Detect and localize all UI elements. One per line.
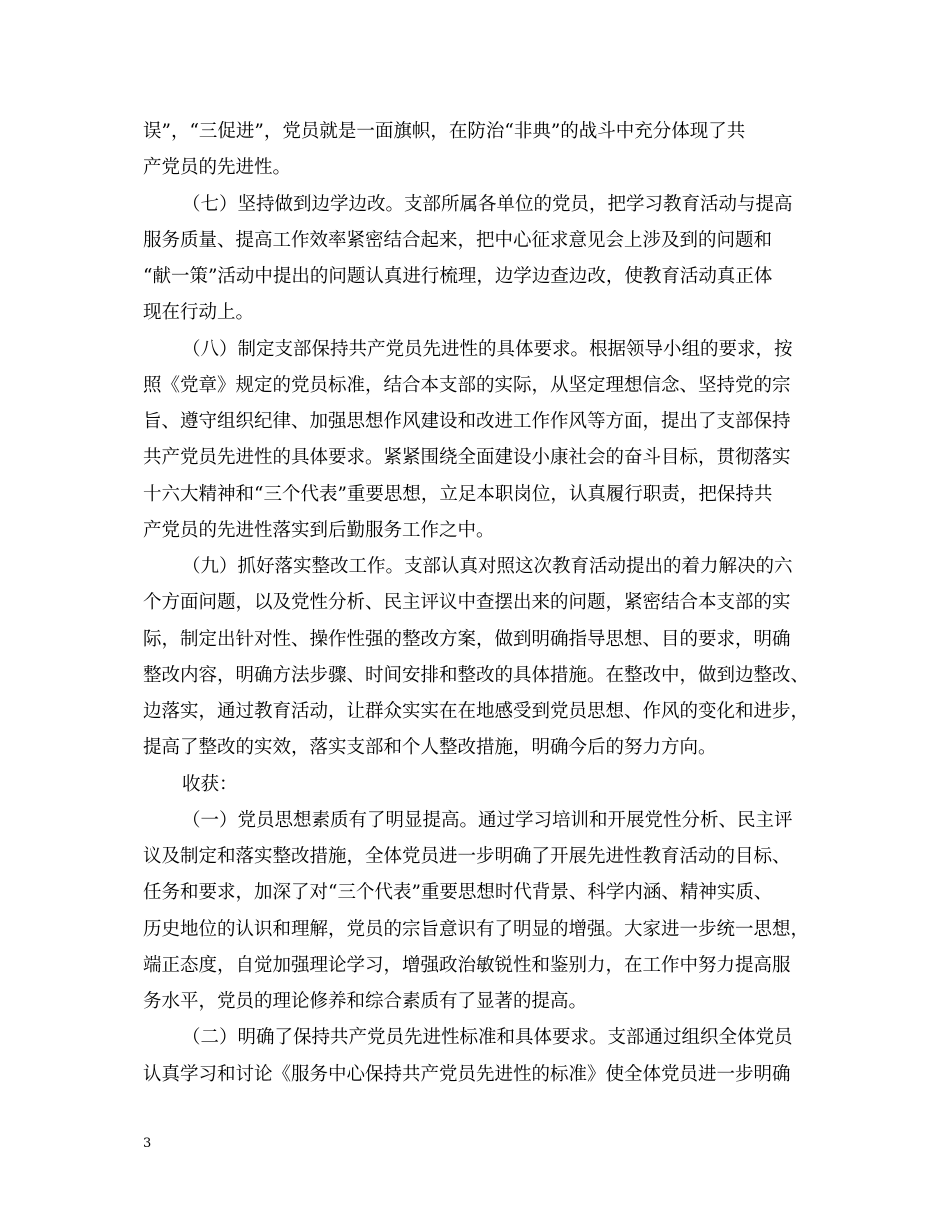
- harvest-2-first-line: （二）明确了保持共产党员先进性标准和具体要求。支部通过组织全体党员: [182, 1027, 793, 1048]
- body-line: 服务质量、提高工作效率紧密结合起来，把中心征求意见会上涉及到的问题和: [143, 230, 773, 251]
- body-line: 共产党员先进性的具体要求。紧紧围绕全面建设小康社会的奋斗目标，贯彻落实: [143, 447, 791, 468]
- body-line: 端正态度，自觉加强理论学习，增强政治敏锐性和鉴别力，在工作中努力提高服: [143, 955, 791, 976]
- body-line: 整改内容，明确方法步骤、时间安排和整改的具体措施。在整改中，做到边整改、: [143, 665, 810, 686]
- body-line: 产党员的先进性落实到后勤服务工作之中。: [143, 520, 495, 541]
- body-line: 旨、遵守组织纪律、加强思想作风建设和改进工作作风等方面，提出了支部保持: [143, 411, 791, 432]
- body-line: 十六大精神和“三个代表”重要思想，立足本职岗位，认真履行职责，把保持共: [143, 484, 773, 505]
- body-line: 边落实，通过教育活动，让群众实实在在地感受到党员思想、作风的变化和进步，: [143, 701, 810, 722]
- body-line: 认真学习和讨论《服务中心保持共产党员先进性的标准》使全体党员进一步明确: [143, 1064, 791, 1085]
- body-line: 个方面问题，以及党性分析、民主评议中查摆出来的问题，紧密结合本支部的实: [143, 592, 791, 613]
- paragraph-8-first-line: （八）制定支部保持共产党员先进性的具体要求。根据领导小组的要求，按: [182, 339, 793, 360]
- body-line: 产党员的先进性。: [143, 157, 292, 178]
- body-line: 提高了整改的实效，落实支部和个人整改措施，明确今后的努力方向。: [143, 737, 717, 758]
- body-line: “献一策”活动中提出的问题认真进行梳理，边学边查边改，使教育活动真正体: [143, 266, 773, 287]
- body-line: 误”，“三促进”，党员就是一面旗帜，在防治“非典”的战斗中充分体现了共: [143, 121, 746, 142]
- harvest-1-first-line: （一）党员思想素质有了明显提高。通过学习培训和开展党性分析、民主评: [182, 810, 793, 831]
- paragraph-9-first-line: （九）抓好落实整改工作。支部认真对照这次教育活动提出的着力解决的六: [182, 556, 793, 577]
- body-line: 任务和要求，加深了对“三个代表”重要思想时代背景、科学内涵、精神实质、: [143, 882, 773, 903]
- body-line: 照《党章》规定的党员标准，结合本支部的实际，从坚定理想信念、坚持党的宗: [143, 375, 791, 396]
- body-line: 务水平，党员的理论修养和综合素质有了显著的提高。: [143, 991, 588, 1012]
- body-line: 现在行动上。: [143, 302, 255, 323]
- section-heading-harvest: 收获：: [182, 774, 238, 795]
- body-line: 议及制定和落实整改措施，全体党员进一步明确了开展先进性教育活动的目标、: [143, 846, 791, 867]
- body-line: 际，制定出针对性、操作性强的整改方案，做到明确指导思想、目的要求，明确: [143, 629, 791, 650]
- paragraph-7-first-line: （七）坚持做到边学边改。支部所属各单位的党员，把学习教育活动与提高: [182, 194, 793, 215]
- body-line: 历史地位的认识和理解，党员的宗旨意识有了明显的增强。大家进一步统一思想，: [143, 919, 810, 940]
- page-number: 3: [143, 1136, 152, 1151]
